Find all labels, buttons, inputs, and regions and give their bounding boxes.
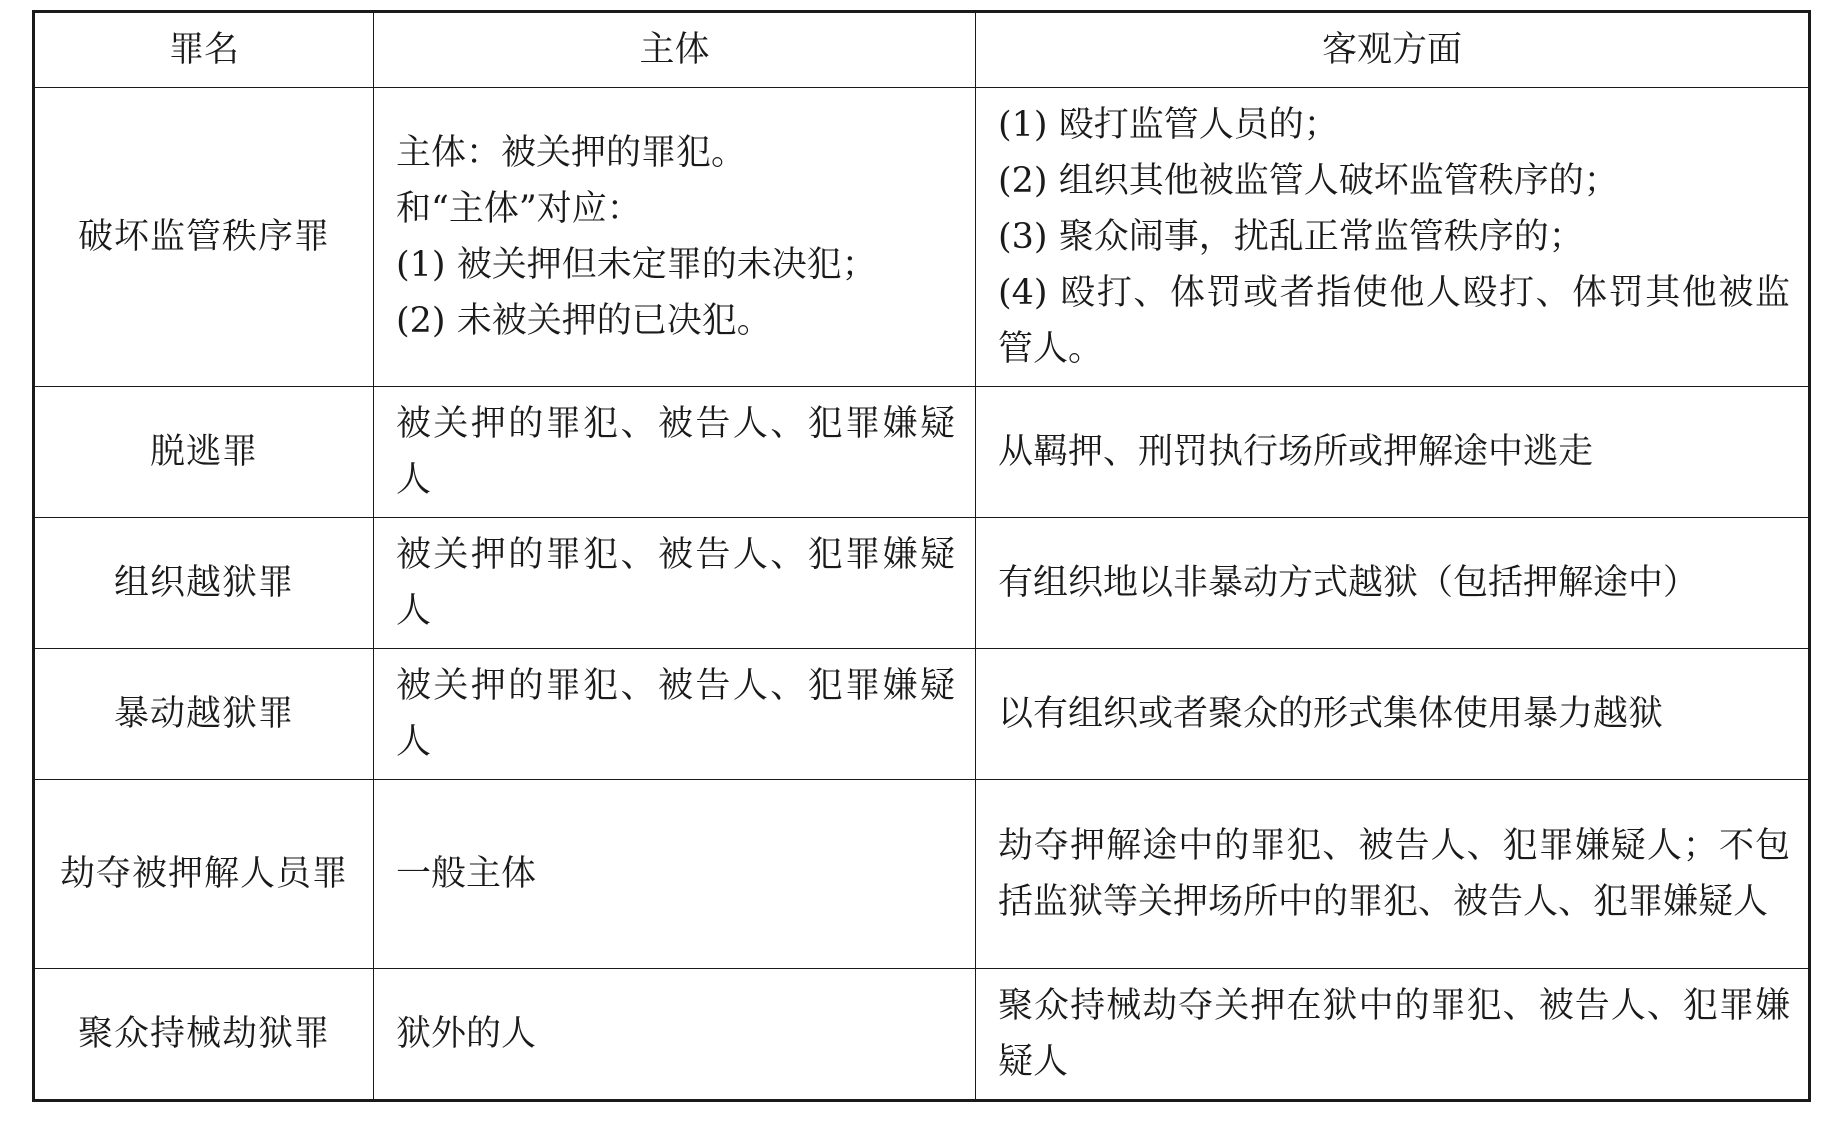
subject-line: 和“主体”对应： (396, 189, 642, 229)
subject-cell: 被关押的罪犯、被告人、犯罪嫌疑人 (374, 387, 976, 518)
subject-cell: 被关押的罪犯、被告人、犯罪嫌疑人 (374, 518, 976, 649)
table-row (34, 969, 1810, 1101)
objective-line: (3) 聚众闹事，扰乱正常监管秩序的； (998, 217, 1584, 257)
subject-line: 主体：被关押的罪犯。 (396, 133, 747, 173)
crimes-table (32, 10, 1811, 1102)
header-row (34, 12, 1810, 88)
table-row (34, 649, 1810, 780)
subject-cell: 被关押的罪犯、被告人、犯罪嫌疑人 (374, 649, 976, 780)
subject-line: (2) 未被关押的已决犯。 (396, 301, 772, 341)
table-header (34, 12, 1810, 88)
table-body (34, 88, 1810, 1101)
crime-name-cell: 劫夺被押解人员罪 (34, 780, 374, 969)
subject-line: (1) 被关押但未定罪的未决犯； (396, 245, 877, 285)
header-objective: 客观方面 (976, 12, 1810, 88)
crime-name-cell: 组织越狱罪 (34, 518, 374, 649)
objective-cell (976, 88, 1810, 387)
objective-cell: 劫夺押解途中的罪犯、被告人、犯罪嫌疑人；不包括监狱等关押场所中的罪犯、被告人、犯罪嫌疑人 (976, 780, 1810, 969)
objective-cell: 聚众持械劫夺关押在狱中的罪犯、被告人、犯罪嫌疑人 (976, 969, 1810, 1101)
objective-cell: 从羁押、刑罚执行场所或押解途中逃走 (976, 387, 1810, 518)
header-subject: 主体 (374, 12, 976, 88)
objective-line: (4) 殴打、体罚或者指使他人殴打、体罚其他被监管人。 (998, 273, 1790, 369)
table-row (34, 780, 1810, 969)
crime-name-cell: 聚众持械劫狱罪 (34, 969, 374, 1101)
objective-line: (1) 殴打监管人员的； (998, 105, 1339, 145)
table-row (34, 518, 1810, 649)
table-row (34, 387, 1810, 518)
objective-cell: 以有组织或者聚众的形式集体使用暴力越狱 (976, 649, 1810, 780)
objective-line: (2) 组织其他被监管人破坏监管秩序的； (998, 161, 1619, 201)
crime-name-cell: 破坏监管秩序罪 (34, 88, 374, 387)
objective-cell: 有组织地以非暴动方式越狱（包括押解途中） (976, 518, 1810, 649)
crime-name-cell: 脱逃罪 (34, 387, 374, 518)
table-row (34, 88, 1810, 387)
subject-cell: 狱外的人 (374, 969, 976, 1101)
subject-cell: 一般主体 (374, 780, 976, 969)
header-crime-name: 罪名 (34, 12, 374, 88)
subject-cell (374, 88, 976, 387)
crime-name-cell: 暴动越狱罪 (34, 649, 374, 780)
